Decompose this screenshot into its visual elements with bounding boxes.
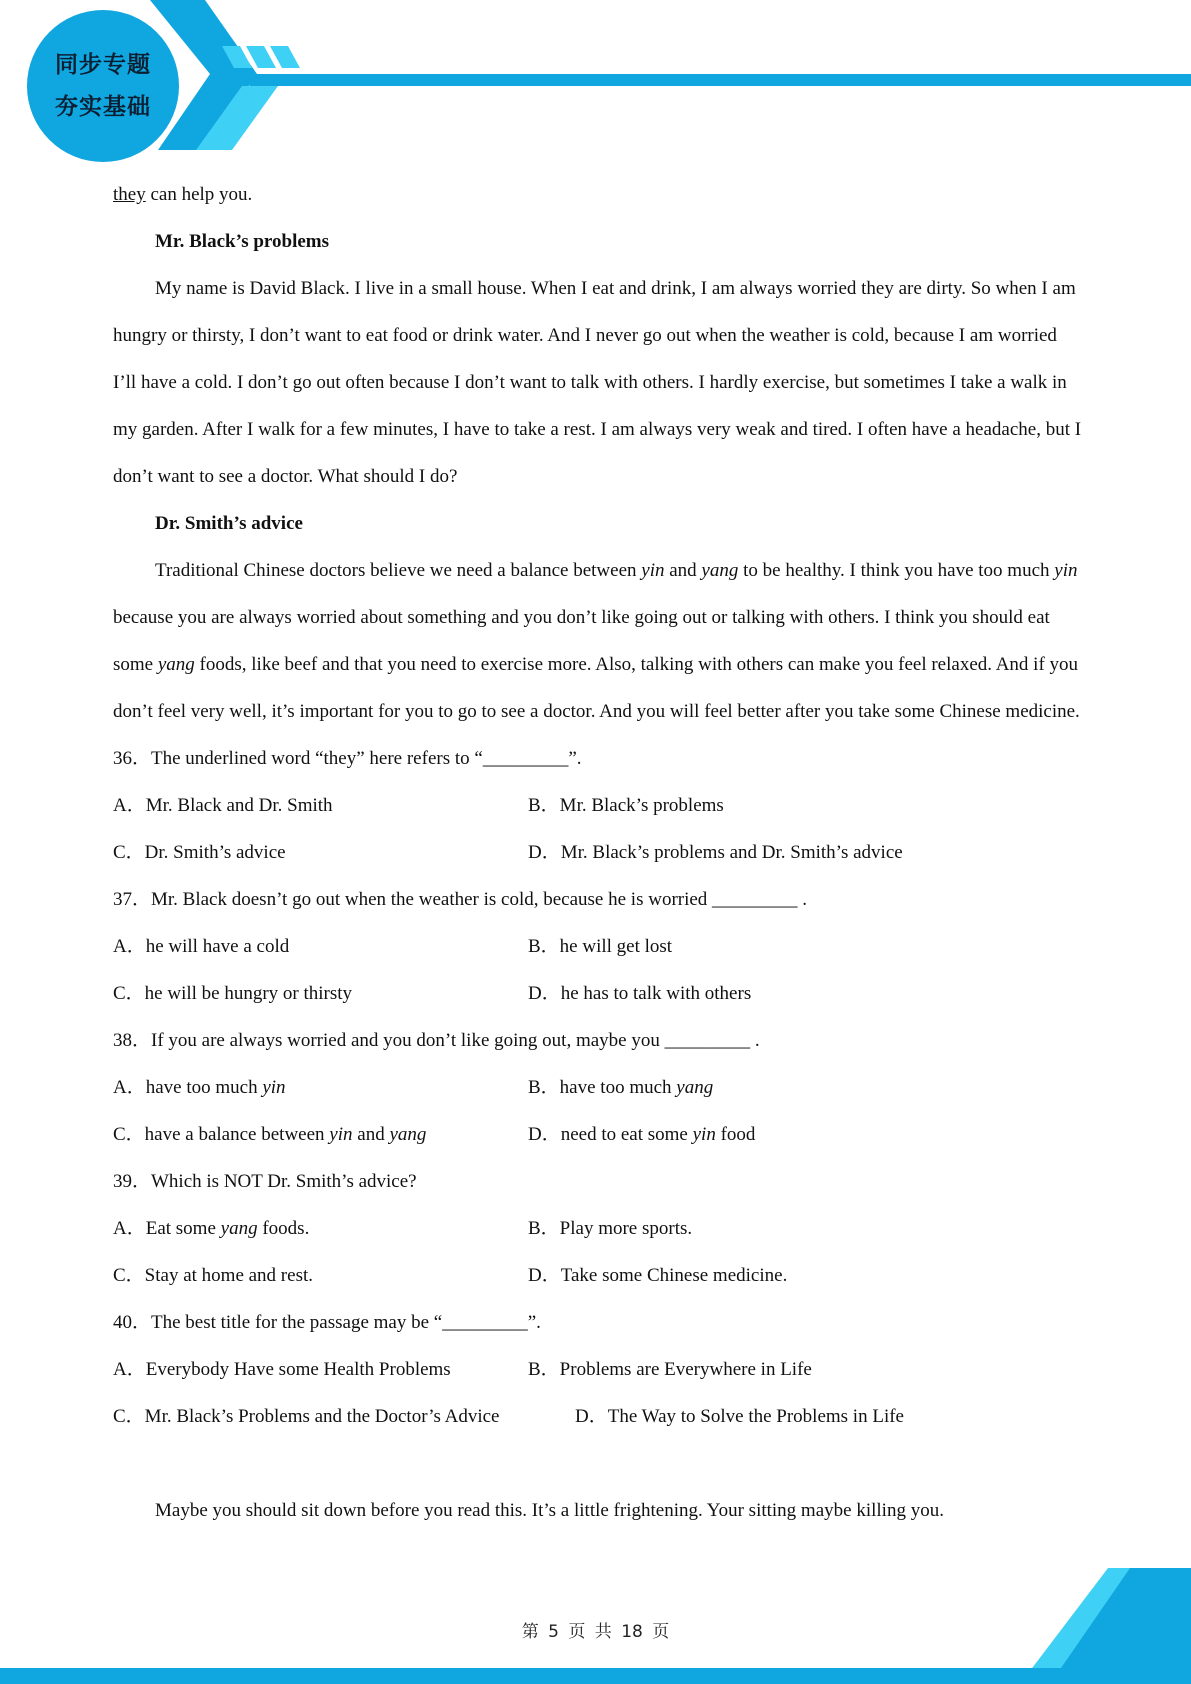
page-number: 第 5 页 共 18 页 bbox=[521, 1622, 670, 1642]
question-40: 40．The best title for the passage may be “_________”. bbox=[113, 1312, 541, 1333]
q36-options-row1 bbox=[113, 782, 1083, 829]
q37-option-d: D．he has to talk with others bbox=[528, 983, 752, 1004]
q36-options-row2 bbox=[113, 829, 1083, 876]
header-badge bbox=[27, 10, 179, 162]
q38-option-c: C．have a balance between yin and yang bbox=[113, 1124, 427, 1145]
intro-line: they can help you. bbox=[113, 184, 253, 205]
q39-options-row1 bbox=[113, 1205, 1083, 1252]
q40-options-row1 bbox=[113, 1346, 1083, 1393]
document-body bbox=[113, 171, 1083, 1534]
q38-options-row1 bbox=[113, 1064, 1083, 1111]
q40-option-c: C．Mr. Black’s Problems and the Doctor’s Advice bbox=[113, 1406, 500, 1427]
q40-option-a: A．Everybody Have some Health Problems bbox=[113, 1359, 451, 1380]
q37-options-row2 bbox=[113, 970, 1083, 1017]
q39-option-a: A．Eat some yang foods. bbox=[113, 1218, 310, 1239]
question-38: 38．If you are always worried and you don’t like going out, maybe you _________ . bbox=[113, 1030, 760, 1051]
paragraph-mr-black: My name is David Black. I live in a small house. When I eat and drink, I am always worried they are dirty. So when I am hungry or thirsty, I don’t want to eat food or drink water. And I never go out when the weather is cold, because I am worried I’ll have a cold. I don’t go out often because I don’t want to talk with others. I hardly exercise, but sometimes I take a walk in my garden. After I walk for a few minutes, I have to take a rest. I am always very weak and tired. I often have a headache, but I don’t want to see a doctor. What should I do? bbox=[113, 278, 1082, 487]
q38-option-a: A．have too much yin bbox=[113, 1077, 286, 1098]
q40-option-d: D．The Way to Solve the Problems in Life bbox=[575, 1406, 904, 1427]
badge-line2: 夯实基础 bbox=[55, 94, 151, 120]
heading-dr-smith: Dr. Smith’s advice bbox=[155, 513, 303, 534]
q36-option-d: D．Mr. Black’s problems and Dr. Smith’s advice bbox=[528, 842, 903, 863]
question-39: 39．Which is NOT Dr. Smith’s advice? bbox=[113, 1171, 417, 1192]
q37-option-a: A．he will have a cold bbox=[113, 936, 290, 957]
q39-option-c: C．Stay at home and rest. bbox=[113, 1265, 313, 1286]
question-37: 37．Mr. Black doesn’t go out when the weather is cold, because he is worried _________ . bbox=[113, 889, 808, 910]
q40-option-b: B．Problems are Everywhere in Life bbox=[528, 1359, 812, 1380]
q36-option-b: B．Mr. Black’s problems bbox=[528, 795, 724, 816]
q37-options-row1 bbox=[113, 923, 1083, 970]
q39-option-d: D．Take some Chinese medicine. bbox=[528, 1265, 788, 1286]
underlined-they: they bbox=[113, 184, 146, 205]
q36-option-c: C．Dr. Smith’s advice bbox=[113, 842, 286, 863]
q36-option-a: A．Mr. Black and Dr. Smith bbox=[113, 795, 333, 816]
q40-options-row2 bbox=[113, 1393, 1083, 1440]
paragraph-dr-smith: Traditional Chinese doctors believe we need a balance between yin and yang to be healthy. I think you have too much yin because you are always worried about something and you don’t like going out or talking with others. I think you should eat some yang foods, like beef and that you need to exercise more. Also, talking with others can make you feel relaxed. And if you don’t feel very well, it’s important for you to go to see a doctor. And you will feel better after you take some Chinese medicine. bbox=[113, 560, 1080, 722]
q38-option-b: B．have too much yang bbox=[528, 1077, 714, 1098]
next-passage-intro: Maybe you should sit down before you read this. It’s a little frightening. Your sitting maybe killing you. bbox=[155, 1500, 944, 1521]
q38-options-row2 bbox=[113, 1111, 1083, 1158]
heading-mr-black: Mr. Black’s problems bbox=[155, 231, 329, 252]
q37-option-c: C．he will be hungry or thirsty bbox=[113, 983, 353, 1004]
q39-options-row2 bbox=[113, 1252, 1083, 1299]
badge-line1: 同步专题 bbox=[55, 52, 151, 78]
q39-option-b: B．Play more sports. bbox=[528, 1218, 693, 1239]
q37-option-b: B．he will get lost bbox=[528, 936, 673, 957]
q38-option-d: D．need to eat some yin food bbox=[528, 1124, 756, 1145]
question-36: 36．The underlined word “they” here refers to “_________”. bbox=[113, 748, 582, 769]
